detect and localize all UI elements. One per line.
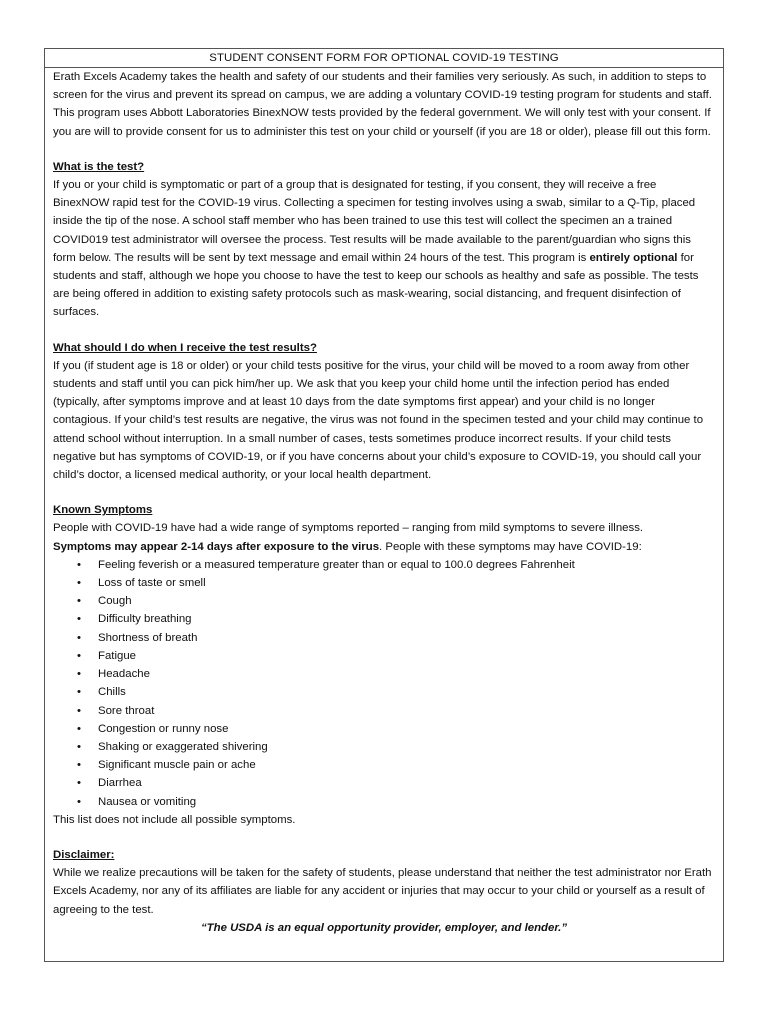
consent-form xyxy=(44,48,724,962)
symptoms-list xyxy=(53,556,715,811)
what-is-test-paragraph xyxy=(53,176,715,322)
list-item: • Significant muscle pain or ache xyxy=(98,756,715,774)
form-content xyxy=(45,68,723,937)
list-item: • Shortness of breath xyxy=(98,629,715,647)
list-item: • Nausea or vomiting xyxy=(98,793,715,811)
list-item: • Shaking or exaggerated shivering xyxy=(98,738,715,756)
list-item: • Feeling feverish or a measured temperature greater than or equal to 100.0 degrees Fahrenheit xyxy=(98,556,715,574)
list-item: • Sore throat xyxy=(98,702,715,720)
what-is-test-text-2: for students and staff, although we hope you choose to have the test to keep our schools as healthy and safe as possible. The tests are being offered in addition to existing safety protocols such as mask-wearing, social distancing, and frequent disinfection of surfaces. xyxy=(53,251,699,319)
list-item: • Difficulty breathing xyxy=(98,610,715,628)
list-item: • Loss of taste or smell xyxy=(98,574,715,592)
symptoms-timing-bold: Symptoms may appear 2-14 days after exposure to the virus xyxy=(53,540,380,553)
symptoms-note: This list does not include all possible symptoms. xyxy=(53,813,296,826)
results-heading: What should I do when I receive the test results? xyxy=(53,341,317,354)
list-item: • Diarrhea xyxy=(98,774,715,792)
disclaimer-paragraph: While we realize precautions will be taken for the safety of students, please understand that neither the test administrator nor Erath Excels Academy, nor any of its affiliates are liable for any accident or injuries that may occur to your child or yourself as a result of agreeing to the test. xyxy=(53,867,712,916)
list-item: • Chills xyxy=(98,683,715,701)
form-title: STUDENT CONSENT FORM FOR OPTIONAL COVID-19 TESTING xyxy=(45,49,723,68)
symptoms-timing-rest: . People with these symptoms may have COVID-19: xyxy=(379,540,642,553)
disclaimer-heading: Disclaimer: xyxy=(53,848,115,861)
symptoms-timing-line xyxy=(53,538,715,556)
symptoms-intro-line: People with COVID-19 have had a wide range of symptoms reported – ranging from mild symptoms to severe illness. xyxy=(53,522,644,535)
usda-statement: “The USDA is an equal opportunity provider, employer, and lender.” xyxy=(200,921,568,934)
what-is-test-heading: What is the test? xyxy=(53,160,145,173)
symptoms-heading: Known Symptoms xyxy=(53,504,153,517)
entirely-optional-bold: entirely optional xyxy=(589,251,678,264)
list-item: • Congestion or runny nose xyxy=(98,720,715,738)
list-item: • Cough xyxy=(98,592,715,610)
list-item: • Headache xyxy=(98,665,715,683)
list-item: • Fatigue xyxy=(98,647,715,665)
results-paragraph: If you (if student age is 18 or older) or your child tests positive for the virus, your child will be moved to a room away from other students and staff until you can pick him/her up. We ask that you keep your child home until the infection period has ended (typically, after symptoms improve and at least 10 days from the date symptoms first appear) and your child is no longer contagious. If your child’s test results are negative, the virus was not found in the specimen tested and your child may continue to attend school without interruption. In a small number of cases, tests sometimes produce incorrect results. If your child tests negative but has symptoms of COVID-19, or if you have concerns about your child’s exposure to COVID-19, you should call your child’s doctor, a licensed medical authority, or your local health department. xyxy=(53,359,704,482)
intro-paragraph: Erath Excels Academy takes the health and safety of our students and their families very seriously. As such, in addition to steps to screen for the virus and prevent its spread on campus, we are adding a voluntary COVID-19 testing program for students and staff. This program uses Abbott Laboratories BinexNOW tests provided by the federal government. We will only test with your consent. If you are will to provide consent for us to administer this test on your child or yourself (if you are 18 or older), please fill out this form. xyxy=(53,71,712,138)
what-is-test-text-1: If you or your child is symptomatic or part of a group that is designated for testing, if you consent, they will receive a free BinexNOW rapid test for the COVID-19 virus. Collecting a specimen for testing involves using a swab, similar to a Q-Tip, placed inside the tip of the nose. A school staff member who has been trained to use this test will collect the specimen an a trained COVID019 test administrator will oversee the process. Test results will be made available to the parent/guardian who signs this form below. The results will be sent by text message and email within 24 hours of the test. This program is xyxy=(53,179,696,264)
